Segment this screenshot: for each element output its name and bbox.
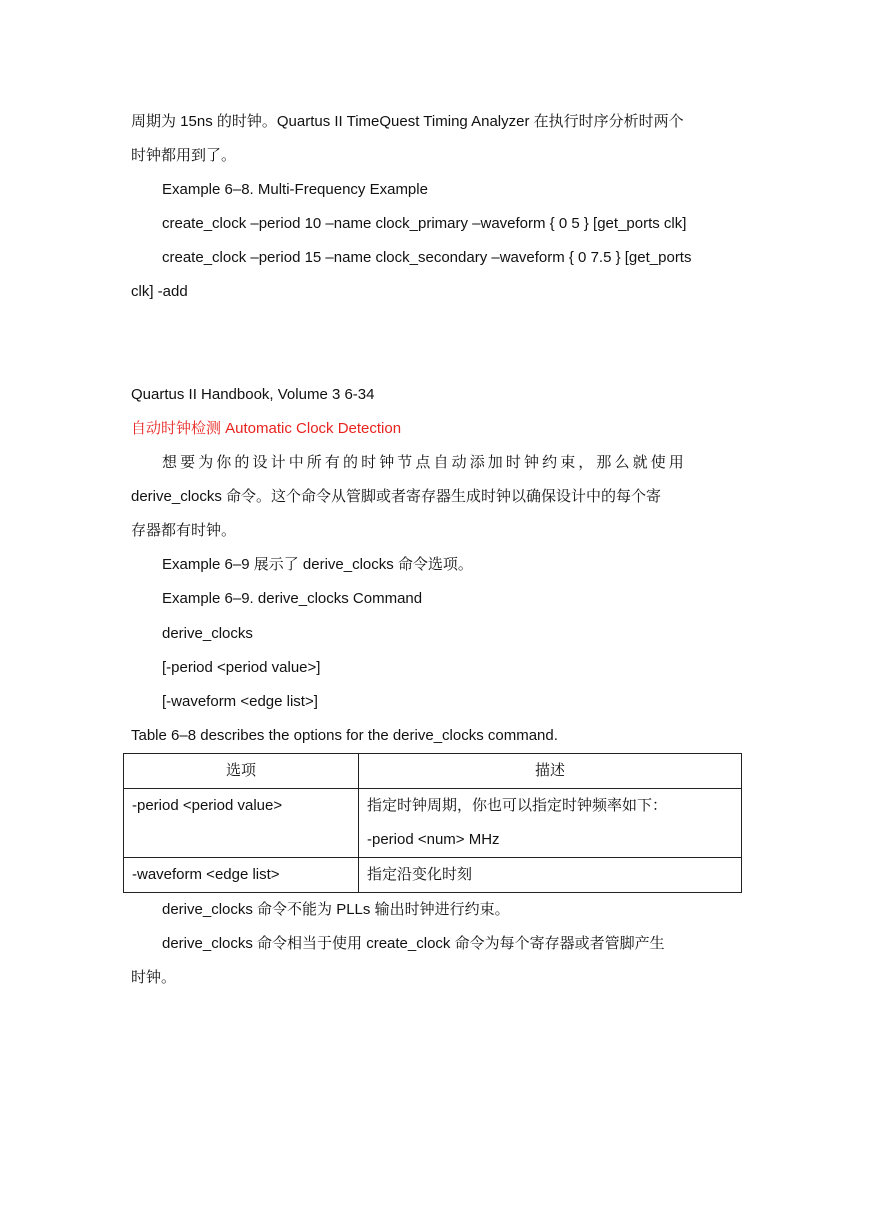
table-row	[124, 789, 742, 858]
note-paragraph-2-line-1: derive_clocks 命令相当于使用 create_clock 命令为每个寄存器或者管脚产生	[162, 935, 665, 952]
options-table	[123, 753, 742, 893]
page-reference: Quartus II Handbook, Volume 3 6-34	[131, 386, 375, 403]
table-header-row	[124, 754, 742, 789]
description-period-line-2: -period <num> MHz	[367, 831, 500, 848]
note-paragraph-2-line-2: 时钟。	[131, 969, 177, 986]
example-6-9-title: Example 6–9. derive_clocks Command	[162, 590, 423, 607]
description-paragraph-line-3: 存器都有时钟。	[131, 522, 237, 539]
example-6-8-title: Example 6–8. Multi-Frequency Example	[162, 181, 428, 198]
example-6-8-code-line-1: create_clock –period 10 –name clock_primary –waveform { 0 5 } [get_ports clk]	[162, 215, 687, 232]
example-6-9-code-line-2: [-period <period value>]	[162, 659, 321, 676]
description-paragraph-line-1: 想要为你的设计中所有的时钟节点自动添加时钟约束，那么就使用	[162, 454, 687, 471]
table-cell-option	[124, 789, 359, 858]
table-header-description: 描述	[359, 754, 742, 789]
intro-paragraph-line-1: 周期为 15ns 的时钟。Quartus II TimeQuest Timing Analyzer 在执行时序分析时两个	[131, 113, 684, 130]
description-waveform: 指定沿变化时刻	[359, 858, 742, 893]
option-waveform: -waveform <edge list>	[124, 858, 359, 893]
description-period-line-1: 指定时钟周期，你也可以指定时钟频率如下：	[367, 797, 668, 814]
example-6-8-code-line-2-continued: clk] -add	[131, 283, 188, 300]
example-6-9-reference: Example 6–9 展示了 derive_clocks 命令选项。	[162, 556, 473, 573]
description-paragraph-line-2: derive_clocks 命令。这个命令从管脚或者寄存器生成时钟以确保设计中的每个寄	[131, 488, 662, 505]
table-caption: Table 6–8 describes the options for the derive_clocks command.	[131, 727, 558, 744]
option-period: -period <period value>	[132, 797, 283, 814]
example-6-9-code-line-3: [-waveform <edge list>]	[162, 693, 318, 710]
table-cell-description	[359, 789, 742, 858]
section-heading: 自动时钟检测 Automatic Clock Detection	[131, 420, 402, 437]
table-header-option: 选项	[124, 754, 359, 789]
intro-paragraph-line-2: 时钟都用到了。	[131, 147, 237, 164]
example-6-9-code-line-1: derive_clocks	[162, 625, 253, 642]
example-6-8-code-line-2: create_clock –period 15 –name clock_secondary –waveform { 0 7.5 } [get_ports	[162, 249, 692, 266]
table-row	[124, 858, 742, 893]
note-paragraph-1: derive_clocks 命令不能为 PLLs 输出时钟进行约束。	[162, 901, 510, 918]
